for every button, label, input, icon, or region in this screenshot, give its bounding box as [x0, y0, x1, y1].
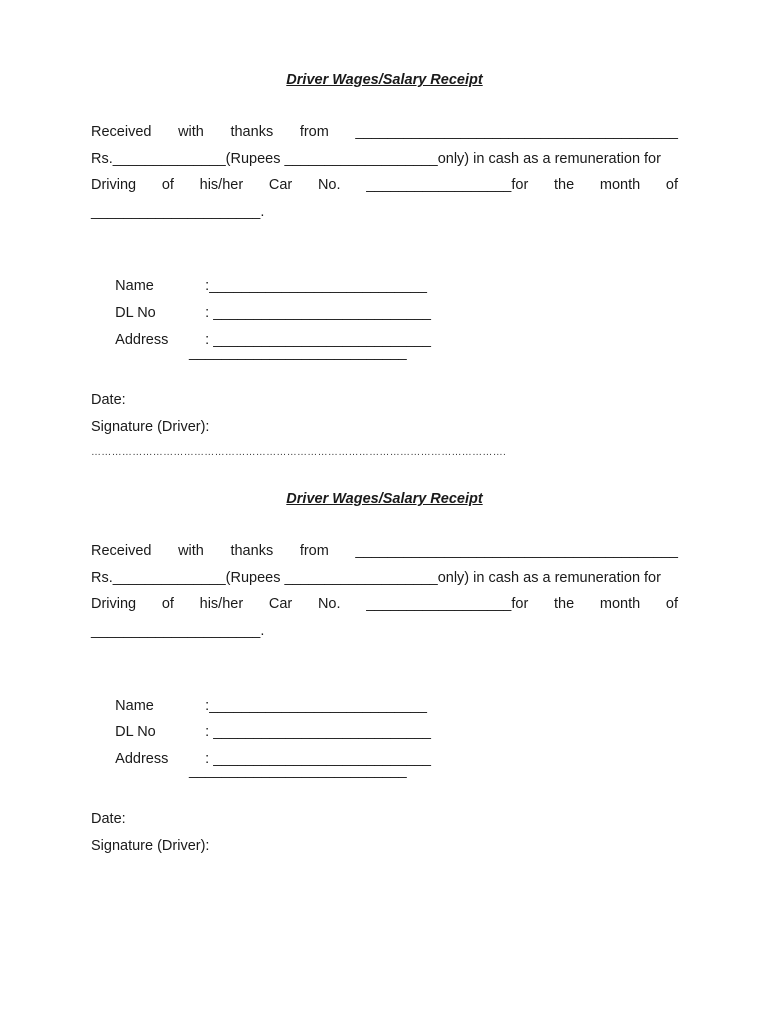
word: the [554, 596, 575, 613]
word: from [299, 124, 329, 140]
cut-line-divider: …………………………………………………………………………………………………………. [91, 447, 507, 458]
signature-label: Signature (Driver): [91, 419, 210, 435]
body-line-3 [91, 172, 678, 199]
name-label: Name [115, 698, 154, 714]
date-label: Date: [91, 811, 126, 827]
payer-blank: ________________________________________ [355, 543, 678, 559]
address-blank: : ___________________________ [205, 332, 431, 348]
receipt-body [91, 538, 678, 645]
receipt-title: Driver Wages/Salary Receipt [286, 491, 483, 507]
word: No. [317, 177, 341, 194]
address-blank-line-2: ___________________________ [189, 345, 407, 361]
address-blank: : ___________________________ [205, 751, 431, 767]
date-label: Date: [91, 392, 126, 408]
word: of [161, 177, 174, 194]
word: thanks [230, 543, 274, 559]
body-line-2: Rs.______________(Rupees ___________________only) in cash as a remuneration for [91, 150, 661, 167]
name-label: Name [115, 278, 154, 294]
word: from [299, 543, 329, 559]
name-blank: :___________________________ [205, 278, 427, 294]
car-no-blank: __________________for [366, 177, 529, 194]
word: month [599, 177, 641, 194]
word: his/her [199, 177, 244, 194]
word: of [161, 596, 174, 613]
word: his/her [199, 596, 244, 613]
word: with [178, 124, 204, 140]
word: Received [91, 124, 152, 140]
signature-label: Signature (Driver): [91, 838, 210, 854]
word: of [665, 177, 678, 194]
body-line-2: Rs.______________(Rupees ___________________only) in cash as a remuneration for [91, 569, 661, 586]
dl-blank: : ___________________________ [205, 724, 431, 740]
body-line-1 [91, 538, 678, 565]
payer-blank: ________________________________________ [355, 124, 678, 140]
word: month [599, 596, 641, 613]
word: Car [268, 177, 293, 194]
address-label: Address [115, 751, 169, 767]
dl-blank: : ___________________________ [205, 305, 431, 321]
word: No. [317, 596, 341, 613]
name-blank: :___________________________ [205, 698, 427, 714]
word: Received [91, 543, 152, 559]
receipt-body [91, 119, 678, 226]
receipt-title: Driver Wages/Salary Receipt [286, 72, 483, 88]
word: Driving [91, 596, 137, 613]
body-line-1 [91, 119, 678, 146]
word: with [178, 543, 204, 559]
address-label: Address [115, 332, 169, 348]
body-line-3 [91, 591, 678, 618]
word: Car [268, 596, 293, 613]
word: thanks [230, 124, 274, 140]
month-blank: _____________________. [91, 204, 265, 221]
word: of [665, 596, 678, 613]
dl-label: DL No [115, 724, 156, 740]
address-blank-line-2: ___________________________ [189, 763, 407, 779]
word: Driving [91, 177, 137, 194]
dl-label: DL No [115, 305, 156, 321]
word: the [554, 177, 575, 194]
car-no-blank: __________________for [366, 596, 529, 613]
month-blank: _____________________. [91, 623, 265, 640]
